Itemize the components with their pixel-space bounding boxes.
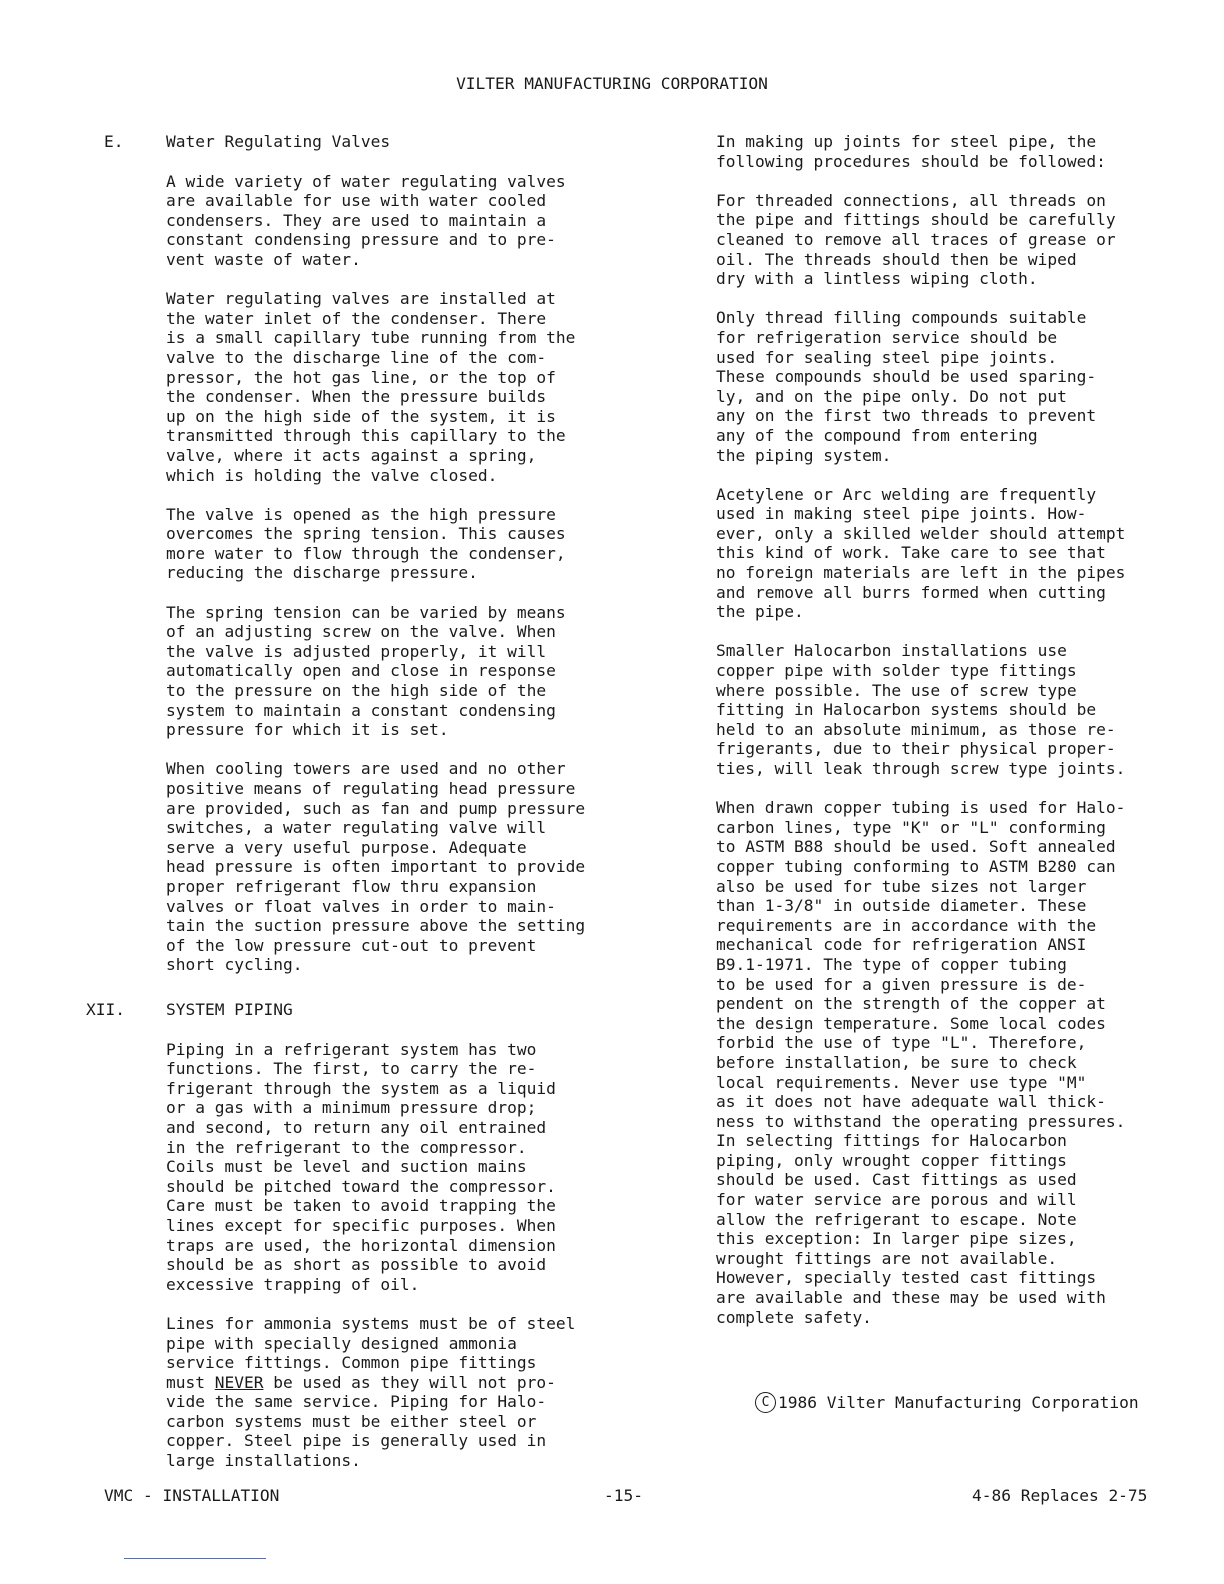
left-column-system-piping	[166, 1000, 636, 1490]
section-e-marker: E.	[104, 132, 124, 151]
left-paragraph-7-end: be used as they will not pro- vide the same service. Piping for Halo- carbon systems must be either steel or copper. Steel pipe is generally used in large installations.	[166, 1372, 556, 1471]
copyright-text: 1986 Vilter Manufacturing Corporation	[778, 1392, 1139, 1412]
right-paragraph-4: Acetylene or Arc welding are frequently used in making steel pipe joints. How- ever, only a skilled welder should attempt this kind of work. Take care to see that no foreign materials are left in the pipes and remove all burrs formed when cutting the pipe.	[716, 484, 1126, 622]
right-column	[716, 132, 1166, 1347]
footer-page-number: -15-	[604, 1486, 643, 1505]
right-paragraph-1: In making up joints for steel pipe, the following procedures should be followed:	[716, 132, 1106, 171]
left-paragraph-2: Water regulating valves are installed at the water inlet of the condenser. There is a small capillary tube running from the valve to the discharge line of the com- pressor, the hot gas line, or the top of the condenser. When the pressure builds up on the high side of the system, it is transmitted through this capillary to the valve, where it acts against a spring, which is holding the valve closed.	[166, 289, 576, 485]
left-paragraph-4: The spring tension can be varied by means of an adjusting screw on the valve. When the valve is adjusted properly, it will automatically open and close in response to the pressure on the high side of the system to maintain a constant condensing pressure for which it is set.	[166, 602, 566, 740]
never-emphasis: NEVER	[214, 1372, 264, 1392]
left-paragraph-5: When cooling towers are used and no other positive means of regulating head pressure are provided, such as fan and pump pressure switches, a water regulating valve will serve a very useful purpose. Adequate head pressure is often important to provide proper refrigerant flow thru expansion valves or float valves in order to main- tain the suction pressure above the setting of the low pressure cut-out to prevent short cycling.	[166, 759, 586, 975]
left-paragraph-1: A wide variety of water regulating valves are available for use with water cooled condensers. They are used to maintain a constant condensing pressure and to pre- vent waste of water.	[166, 171, 566, 269]
right-paragraph-3: Only thread filling compounds suitable for refrigeration service should be used for sealing steel pipe joints. These compounds should be used sparing- ly, and on the pipe only. Do not put any on the first two threads to prevent any of the compound from entering the piping system.	[716, 308, 1097, 465]
right-paragraph-2: For threaded connections, all threads on the pipe and fittings should be carefully cleaned to remove all traces of grease or oil. The threads should then be wiped dry with a lintless wiping cloth.	[716, 190, 1116, 289]
page-header: VILTER MANUFACTURING CORPORATION	[456, 74, 768, 93]
footer-left: VMC - INSTALLATION	[104, 1486, 280, 1505]
right-paragraph-5: Smaller Halocarbon installations use copper pipe with solder type fittings where possible. The use of screw type fitting in Halocarbon systems should be held to an absolute minimum, as those re- frigerants, due to their physical proper- ties, will leak through screw type joints.	[716, 641, 1126, 778]
left-column	[166, 132, 636, 995]
section-xii-marker: XII.	[86, 1000, 125, 1019]
left-paragraph-7-start: Lines for ammonia systems must be of steel pipe with specially designed ammonia service fittings. Common pipe fittings must	[166, 1313, 576, 1392]
footer-right: 4-86 Replaces 2-75	[972, 1486, 1148, 1505]
copyright-icon: C	[755, 1392, 776, 1413]
left-paragraph-7	[166, 1314, 636, 1471]
copyright-notice	[755, 1392, 1139, 1413]
left-paragraph-6: Piping in a refrigerant system has two functions. The first, to carry the re- frigerant through the system as a liquid or a gas with a minimum pressure drop; and second, to return any oil entrained in the refrigerant to the compressor. Coils must be level and suction mains should be pitched toward the compressor. Care must be taken to avoid trapping the lines except for specific purposes. When traps are used, the horizontal dimension should be as short as possible to avoid excessive trapping of oil.	[166, 1039, 556, 1294]
section-xii-title: SYSTEM PIPING	[166, 1000, 293, 1019]
left-paragraph-3: The valve is opened as the high pressure overcomes the spring tension. This causes more water to flow through the condenser, reducing the discharge pressure.	[166, 504, 566, 583]
right-paragraph-6: When drawn copper tubing is used for Halo- carbon lines, type "K" or "L" conforming to ASTM B88 should be used. Soft annealed copper tubing conforming to ASTM B280 can also be used for tube sizes not larger than 1-3/8" in outside diameter. These requirements are in accordance with the mechanical code for refrigeration ANSI B9.1-1971. The type of copper tubing to be used for a given pressure is de- pendent on the strength of the copper at the design temperature. Some local codes forbid the use of type "L". Therefore, before installation, be sure to check local requirements. Never use type "M" as it does not have adequate wall thick- ness to withstand the operating pressures. In selecting fittings for Halocarbon piping, only wrought copper fittings should be used. Cast fittings as used for water service are porous and will allow the refrigerant to escape. Note this exception: In larger pipe sizes, wrought fittings are not available. However, specially tested cast fittings are available and these may be used with complete safety.	[716, 798, 1126, 1327]
section-e-title: Water Regulating Valves	[166, 132, 391, 151]
scan-artifact-line	[124, 1558, 266, 1559]
